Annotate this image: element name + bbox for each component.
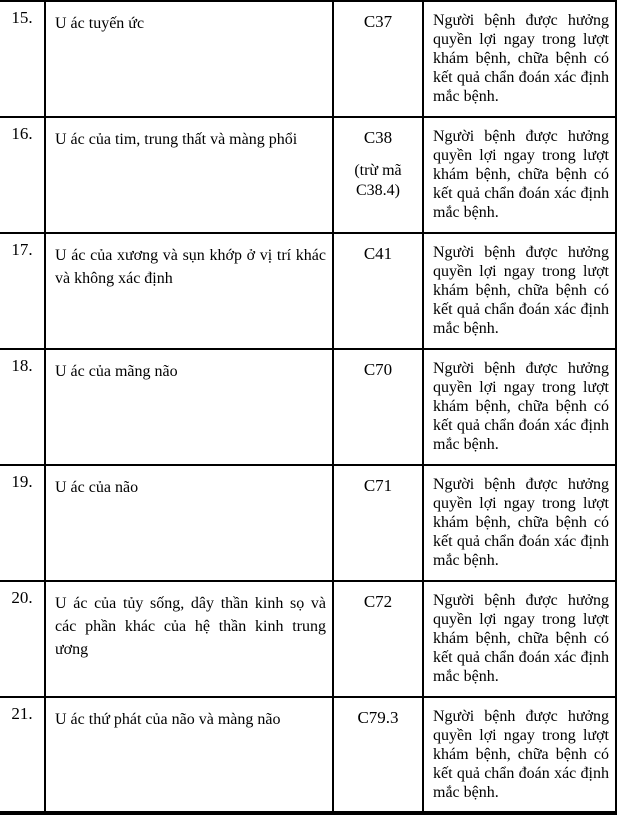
icd-code-cell bbox=[333, 581, 423, 697]
icd-code: C37 bbox=[363, 12, 393, 31]
table-row bbox=[0, 1, 616, 117]
disease-name: U ác của mãng não bbox=[45, 349, 333, 465]
table-row bbox=[0, 117, 616, 233]
table-row bbox=[0, 349, 616, 465]
table-row bbox=[0, 581, 616, 697]
disease-name: U ác của tủy sống, dây thần kinh sọ và các phần khác của hệ thần kinh trung ương bbox=[45, 581, 333, 697]
icd-code-cell bbox=[333, 233, 423, 349]
icd-code: C41 bbox=[363, 244, 393, 263]
disease-name: U ác của tim, trung thất và màng phổi bbox=[45, 117, 333, 233]
benefit-text: Người bệnh được hưởng quyền lợi ngay trong lượt khám bệnh, chữa bệnh có kết quả chẩn đoán xác định mắc bệnh. bbox=[423, 581, 616, 697]
row-number: 16. bbox=[0, 117, 45, 233]
row-number: 15. bbox=[0, 1, 45, 117]
icd-code-cell bbox=[333, 117, 423, 233]
icd-code-cell bbox=[333, 697, 423, 813]
table-row bbox=[0, 233, 616, 349]
disease-name: U ác của xương và sụn khớp ở vị trí khác và không xác định bbox=[45, 233, 333, 349]
icd-code: C38 bbox=[363, 128, 393, 147]
icd-code: C79.3 bbox=[357, 708, 399, 727]
icd-code-note: (trừ mã C38.4) bbox=[354, 162, 402, 199]
benefit-text: Người bệnh được hưởng quyền lợi ngay trong lượt khám bệnh, chữa bệnh có kết quả chẩn đoán xác định mắc bệnh. bbox=[423, 349, 616, 465]
icd-code: C71 bbox=[363, 476, 393, 495]
disease-name: U ác của não bbox=[45, 465, 333, 581]
benefit-text: Người bệnh được hưởng quyền lợi ngay trong lượt khám bệnh, chữa bệnh có kết quả chẩn đoán xác định mắc bệnh. bbox=[423, 117, 616, 233]
icd-code-cell bbox=[333, 1, 423, 117]
benefit-text: Người bệnh được hưởng quyền lợi ngay trong lượt khám bệnh, chữa bệnh có kết quả chẩn đoán xác định mắc bệnh. bbox=[423, 697, 616, 813]
row-number: 17. bbox=[0, 233, 45, 349]
icd-code-cell bbox=[333, 465, 423, 581]
disease-name: U ác thứ phát của não và màng não bbox=[45, 697, 333, 813]
row-number: 21. bbox=[0, 697, 45, 813]
table-row bbox=[0, 465, 616, 581]
row-number: 19. bbox=[0, 465, 45, 581]
benefit-text: Người bệnh được hưởng quyền lợi ngay trong lượt khám bệnh, chữa bệnh có kết quả chẩn đoán xác định mắc bệnh. bbox=[423, 1, 616, 117]
icd-code: C72 bbox=[363, 592, 393, 611]
icd-code-cell bbox=[333, 349, 423, 465]
benefit-text: Người bệnh được hưởng quyền lợi ngay trong lượt khám bệnh, chữa bệnh có kết quả chẩn đoán xác định mắc bệnh. bbox=[423, 465, 616, 581]
disease-name: U ác tuyến ức bbox=[45, 1, 333, 117]
table-row bbox=[0, 697, 616, 813]
benefit-text: Người bệnh được hưởng quyền lợi ngay trong lượt khám bệnh, chữa bệnh có kết quả chẩn đoán xác định mắc bệnh. bbox=[423, 233, 616, 349]
icd-code: C70 bbox=[363, 360, 393, 379]
row-number: 20. bbox=[0, 581, 45, 697]
row-number: 18. bbox=[0, 349, 45, 465]
